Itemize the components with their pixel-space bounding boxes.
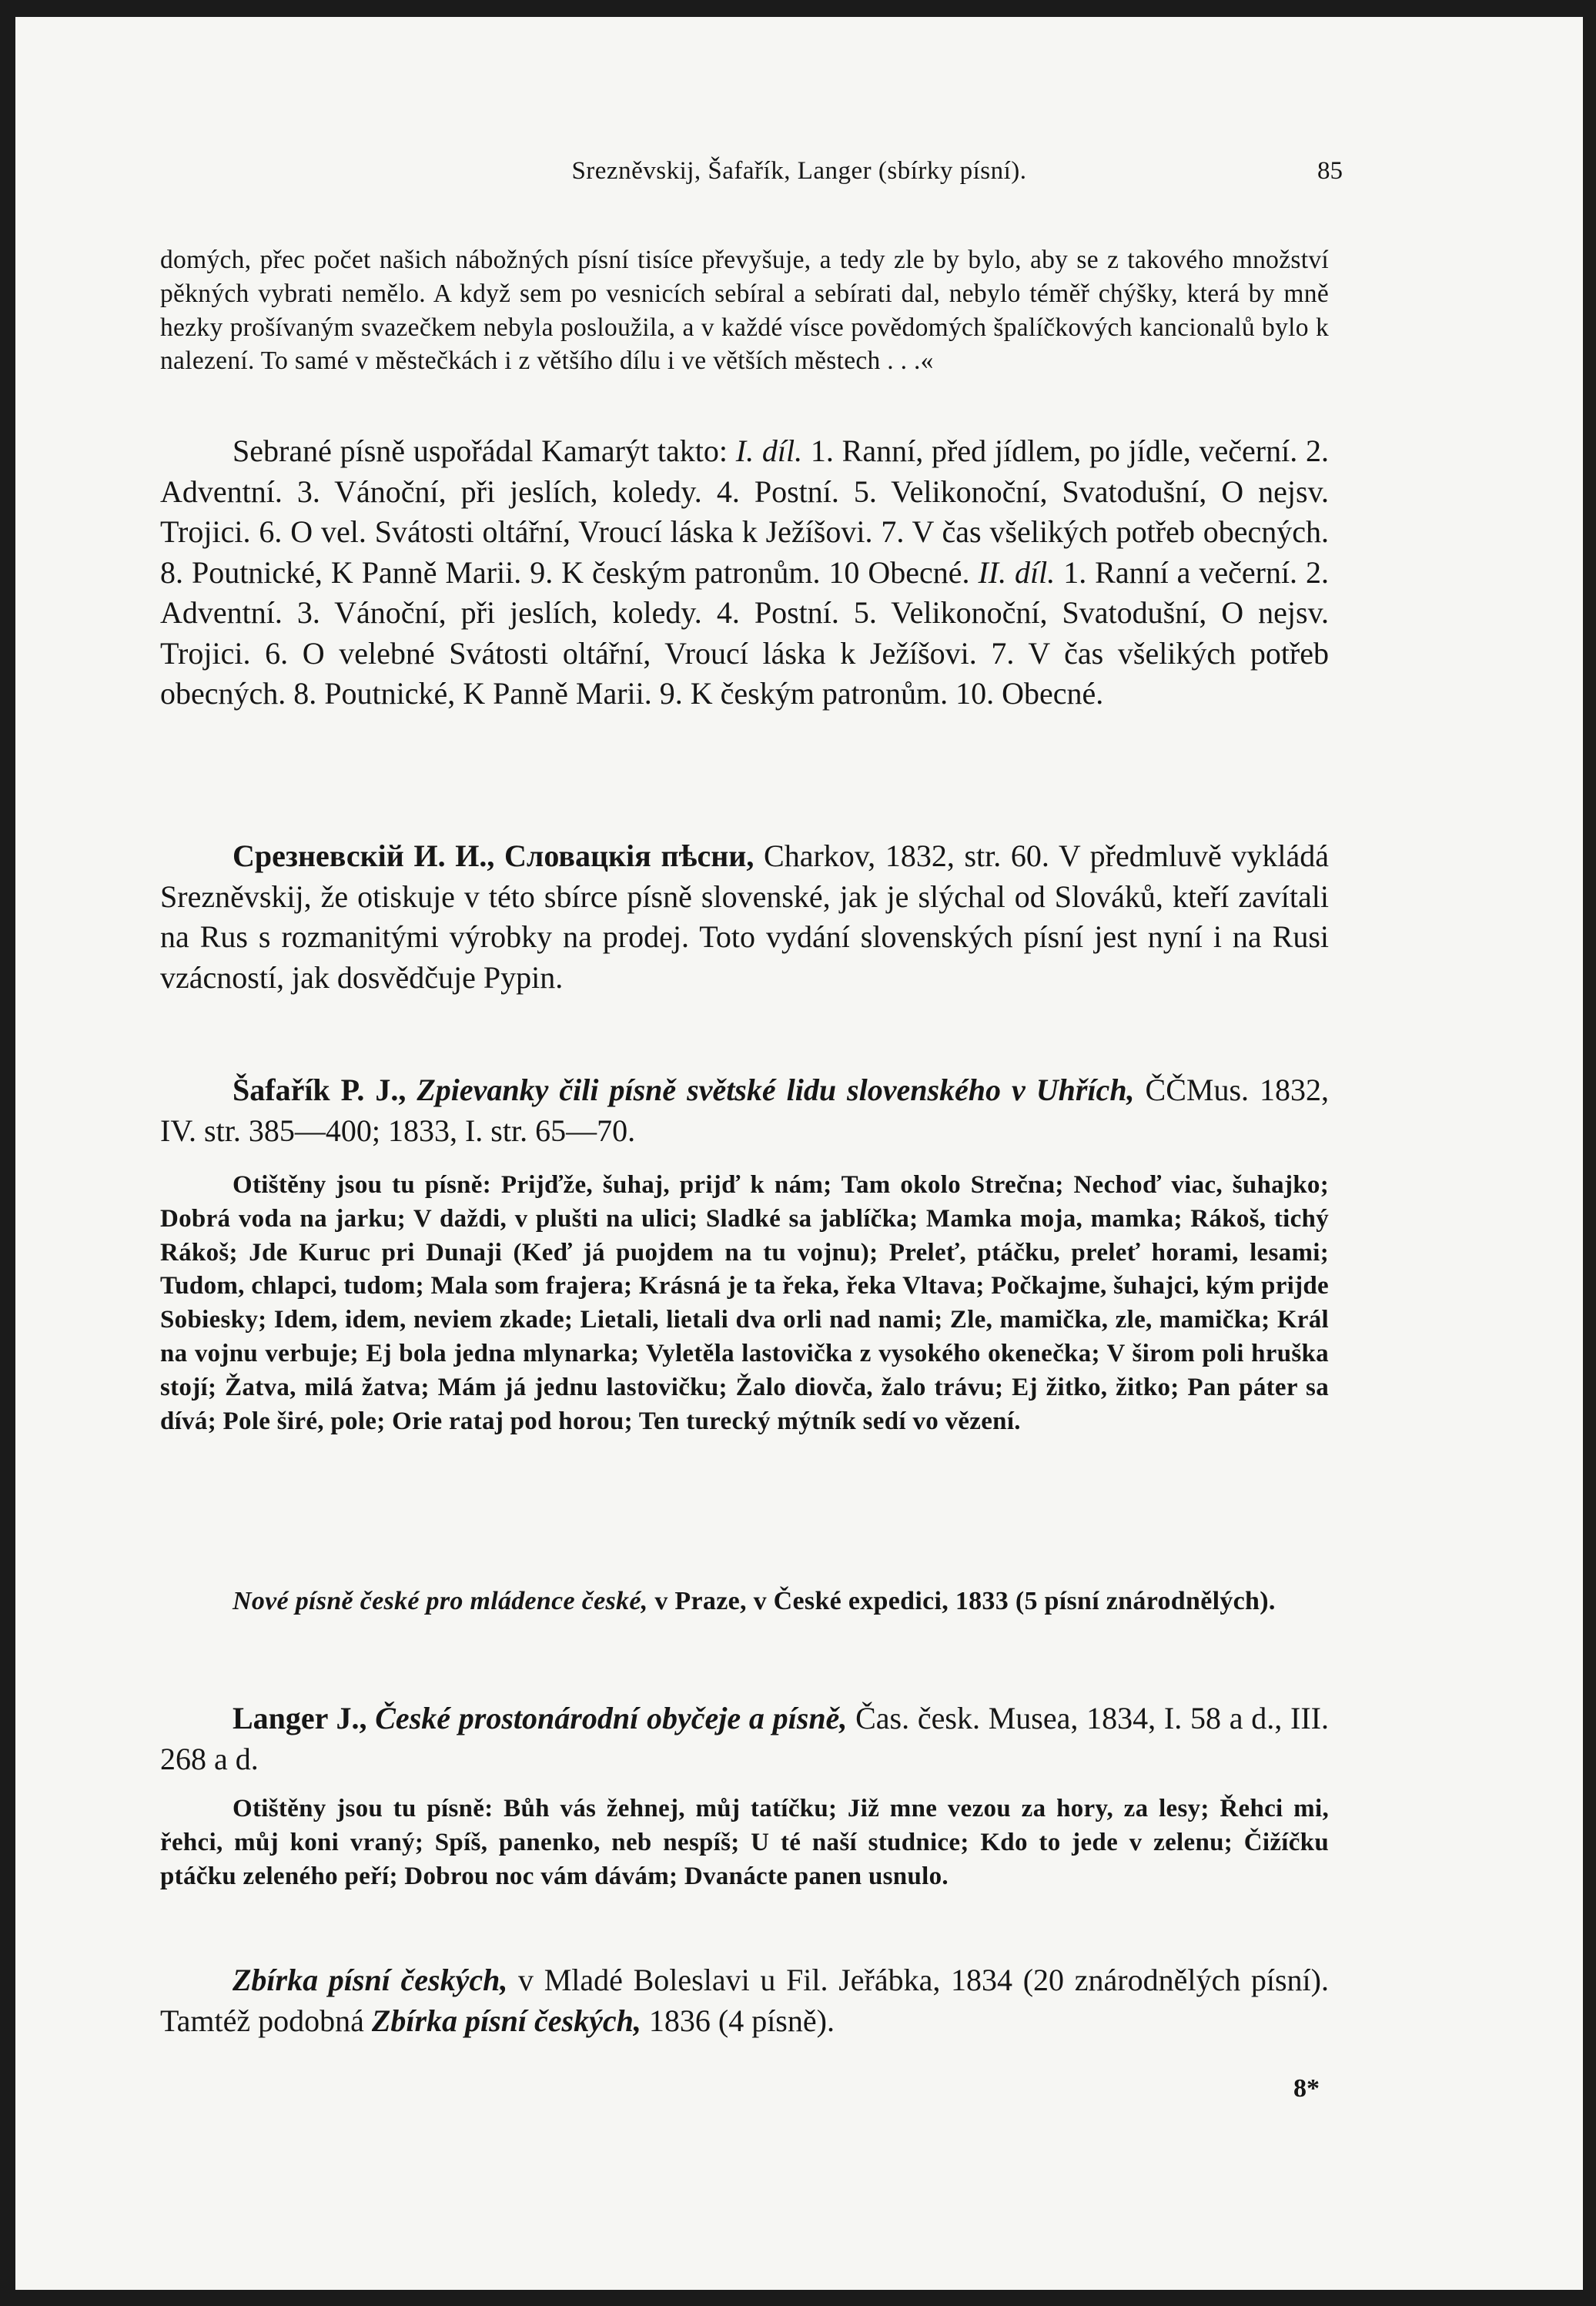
- langer-songs: Otištěny jsou tu písně: Bůh vás žehnej, můj tatíčku; Již mne vezou za hory, za lesy; Řehci mi, řehci, můj koni vraný; Spíš, panenko, neb nespíš; U té naší studnice; Kdo to jede v zelenu; Čižíčku ptáčku zeleného peří; Dobrou noc vám dávám; Dvanácte panen usnulo.: [160, 1795, 1329, 1890]
- kamaryt-text-3: 1. Ranní a večerní. 2. Adventní. 3. Vánoční, při jeslích, koledy. 4. Postní. 5. Velikonoční, Svatodušní, O nejsv. Trojici. 6. O velebné Svátosti oltářní, Vroucí láska k Ježíšovi. 7. V čas všelikých potřeb obecných. 8. Poutnické, K Panně Marii. 9. K českým patronům. 10. Obecné.: [160, 554, 1329, 711]
- zbirka-title-1: Zbírka písní českých,: [233, 1963, 508, 1997]
- nove-pisne-text: v Praze, v České expedici, 1833 (5 písní znárodnělých).: [647, 1587, 1276, 1615]
- sreznevskij-title: Словацкія пѣсни,: [494, 838, 755, 873]
- zbirka-text-1: v Mladé Boleslavi u Fil. Jeřábka, 1834 (20 znárodnělých písní). Tamtéž podobná: [160, 1963, 1329, 2038]
- safarik-title: Zpievanky čili písně světské lidu slovenského v Uhřích,: [417, 1073, 1135, 1107]
- sreznevskij-author: Срезневскій И. И.,: [233, 838, 495, 873]
- zbirka-title-2: Zbírka písní českých,: [371, 2003, 641, 2038]
- langer-text: Čas. česk. Musea, 1834, I. 58 a d., III. 268 a d.: [160, 1701, 1330, 1776]
- sreznevskij-entry: [160, 836, 1329, 998]
- safarik-entry: [160, 1070, 1329, 1151]
- langer-entry: [160, 1699, 1329, 1779]
- page: [15, 17, 1583, 2290]
- kamaryt-text-2: 1. Ranní, před jídlem, po jídle, večerní. 2. Adventní. 3. Vánoční, při jeslích, koledy. 4. Postní. 5. Velikonoční, Svatodušní, O nejsv. Trojici. 6. O vel. Svátosti oltářní, Vroucí láska k Ježíšovi. 7. V čas všelikých potřeb obecných. 8. Poutnické, K Panně Marii. 9. K českým patronům. 10 Obecné.: [160, 433, 1330, 590]
- running-head: Srezněvskij, Šafařík, Langer (sbírky písní).: [571, 157, 1027, 185]
- langer-author: Langer J.,: [233, 1701, 367, 1735]
- nove-pisne-entry: [160, 1585, 1329, 1618]
- signature-mark: 8*: [1293, 2074, 1320, 2103]
- kamaryt-dil-2: II. díl.: [978, 554, 1056, 590]
- safarik-author: Šafařík P. J.,: [233, 1073, 407, 1107]
- kamaryt-dil-1: I. díl.: [735, 433, 803, 468]
- page-header: [15, 157, 1583, 203]
- safarik-text: ČČMus. 1832, IV. str. 385—400; 1833, I. str. 65—70.: [160, 1073, 1329, 1148]
- quote-end-paragraph: domých, přec počet našich nábožných písní tisíce převyšuje, a tedy zle by bylo, aby se z takového množství pěkných vybrati nemělo. A když sem po vesnicích sebíral a sebírati dal, nebylo téměř chýšky, která by mně hezky prošívaným svazečkem nebyla posloužila, a v každé vísce povědomých špalíčkových kancionalů bylo k nalezení. To samé v městečkách i z většího dílu i ve větších městech . . .«: [160, 246, 1329, 376]
- langer-title: České prostonárodní obyčeje a písně,: [366, 1701, 848, 1735]
- page-number: 85: [1317, 157, 1343, 185]
- sreznevskij-text: Charkov, 1832, str. 60. V předmluvě vykládá Srezněvskij, že otiskuje v této sbírce písně slovenské, jak je slýchal od Slováků, kteří zavítali na Rus s rozmanitými výrobky na prodej. Toto vydání slovenských písní jest nyní i na Rusi vzácností, jak dosvědčuje Pypin.: [160, 838, 1329, 995]
- zbirka-entry: [160, 1960, 1329, 2041]
- nove-pisne-title: Nové písně české pro mládence české,: [233, 1587, 648, 1615]
- zbirka-text-2: 1836 (4 písně).: [641, 2003, 835, 2038]
- kamaryt-text-1: Sebrané písně uspořádal Kamarýt takto:: [233, 433, 736, 468]
- kamaryt-paragraph: [160, 431, 1329, 715]
- safarik-songs: Otištěny jsou tu písně: Prijďže, šuhaj, prijď k nám; Tam okolo Strečna; Nechoď viac, šuhajko; Dobrá voda na jarku; V daždi, v plušti na ulici; Sladké sa jablíčka; Mamka moja, mamka; Rákoš, tichý Rákoš; Jde Kuruc pri Dunaji (Keď já puojdem na tu vojnu); Preleť, ptáčku, preleť horami, lesami; Tudom, chlapci, tudom; Mala som frajera; Krásná je ta řeka, řeka Vltava; Počkajme, šuhajci, kým prijde Sobiesky; Idem, idem, neviem zkade; Lietali, lietali dva orli nad nami; Zle, mamička, zle, mamička; Král na vojnu verbuje; Ej bola jedna mlynarka; Vyletěla lastovička z vysokého okenečka; V širom poli hruška stojí; Žatva, milá žatva; Mám já jednu lastovičku; Žalo diovča, žalo trávu; Ej žitko, žitko; Pan páter sa dívá; Pole širé, pole; Orie rataj pod horou; Ten turecký mýtník sedí vo vězení.: [160, 1171, 1329, 1435]
